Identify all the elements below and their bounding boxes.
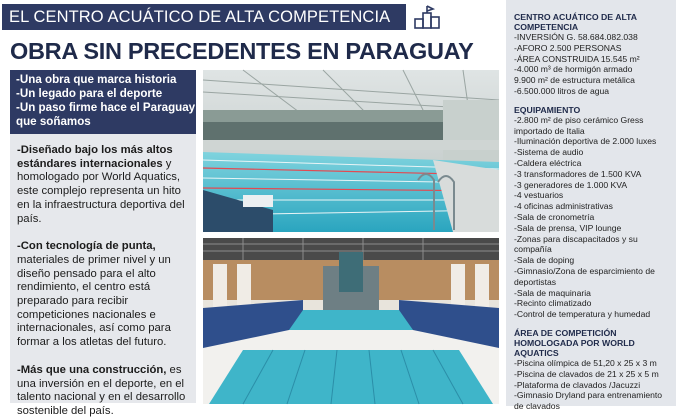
paragraph-lead: -Diseñado bajo los más altos estándares internacionales: [17, 144, 173, 170]
fact-item: -Control de temperatura y humedad: [514, 309, 651, 320]
paragraph: [17, 240, 189, 350]
kicker-text: EL CENTRO ACUÁTICO DE ALTA COMPETENCIA: [9, 8, 391, 26]
section-title: ÁREA DE COMPETICIÓN HOMOLOGADA POR WORLD AQUATICS: [514, 327, 635, 358]
facts-sidebar: [506, 0, 676, 412]
fact-item: -Zonas para discapacitados y su compañía: [514, 233, 638, 255]
highlight-line: -Un paso firme hace el Paraguay: [16, 101, 196, 114]
pool-photo-interior: [203, 70, 499, 232]
fact-item: -3 generadores de 1.000 KVA: [514, 179, 628, 190]
podium-icon: [412, 4, 446, 30]
paragraph-lead: -Más que una construcción,: [17, 363, 167, 376]
fact-item: -Piscina olímpica de 51,20 x 25 x 3 m: [514, 357, 657, 368]
sidebar-section-competition: [514, 328, 670, 412]
fact-item: -Sala de cronometría: [514, 211, 595, 222]
fact-item: -4 oficinas administrativas: [514, 201, 613, 212]
fact-item: -Gimnasio/Zona de esparcimiento de deportistas: [514, 265, 655, 287]
sidebar-section-center: [514, 12, 670, 97]
paragraph-body: materiales de primer nivel y un diseño pensado para el alto rendimiento, el centro está preparado para recibir competiciones nacionales e internacionales, así como para formar a los atletas del futuro.: [17, 253, 171, 349]
highlight-line: que soñamos: [16, 115, 91, 128]
page-title: OBRA SIN PRECEDENTES EN PARAGUAY: [10, 38, 474, 64]
highlights-box: [10, 70, 196, 134]
fact-item: -2.800 m² de piso cerámico Gress importado de Italia: [514, 114, 644, 136]
fact-item: -3 transformadores de 1.500 KVA: [514, 168, 642, 179]
fact-item: -Sistema de audio: [514, 147, 584, 158]
paragraph-body: y homologado por World Aquatics, este complejo representa un hito en la infraestructura deportiva del país.: [17, 157, 185, 225]
fact-item: -4.000 m³ de hormigón armado: [514, 64, 633, 75]
fact-item: -AFORO 2.500 PERSONAS: [514, 42, 622, 53]
kicker-banner: [2, 4, 406, 30]
pool-photo-rendering: [203, 238, 499, 404]
paragraph: [17, 144, 189, 226]
paragraph-body: es una inversión en el deporte, en el talento nacional y en el desarrollo sostenible del país.: [17, 363, 186, 417]
fact-item: -Plataforma de clavados /Jacuzzi: [514, 379, 641, 390]
fact-item: -Sala de maquinaria: [514, 287, 591, 298]
paragraphs: [10, 134, 196, 419]
fact-item: -6.500.000 litros de agua: [514, 85, 610, 96]
section-title: EQUIPAMIENTO: [514, 104, 581, 115]
fact-item: -Piscina de clavados de 21 x 25 x 5 m: [514, 368, 659, 379]
paragraph-lead: -Con tecnología de punta,: [17, 240, 156, 253]
fact-item: -Caldera eléctrica: [514, 157, 582, 168]
left-column: [10, 70, 196, 417]
fact-item: -Sala de prensa, VIP lounge: [514, 222, 622, 233]
section-title: CENTRO ACUÁTICO DE ALTA COMPETENCIA: [514, 12, 637, 32]
sidebar-section-equipment: [514, 105, 670, 320]
highlight-line: -Una obra que marca historia: [16, 73, 177, 86]
highlight-line: -Un legado para el deporte: [16, 87, 163, 100]
fact-item: -Gimnasio Dryland para entrenamiento de clavados: [514, 390, 663, 412]
fact-item: 9.900 m² de estructura metálica: [514, 75, 635, 86]
fact-item: -INVERSIÓN G. 58.684.082.038: [514, 32, 638, 42]
paragraph: [17, 364, 189, 419]
fact-item: -4 vestuarios: [514, 190, 564, 201]
fact-item: -Iluminación deportiva de 2.000 luxes: [514, 136, 657, 147]
fact-item: -Sala de doping: [514, 255, 575, 266]
fact-item: -Recinto climatizado: [514, 298, 592, 309]
fact-item: -ÁREA CONSTRUIDA 15.545 m²: [514, 53, 640, 64]
